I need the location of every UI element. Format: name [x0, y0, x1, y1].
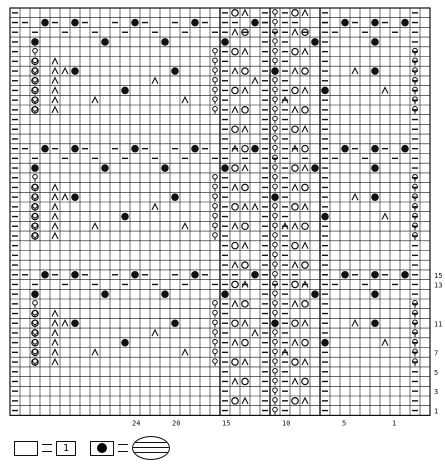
bobble-mark: [161, 164, 169, 172]
bobble-mark: [191, 145, 199, 153]
bobble-mark: [311, 38, 319, 46]
bobble-mark: [371, 67, 379, 75]
bobble-mark: [371, 19, 379, 27]
bobble-mark: [31, 290, 39, 298]
legend-equals-sign: [42, 444, 52, 452]
bobble-mark: [101, 38, 109, 46]
bobble-mark: [371, 319, 379, 327]
stitch-number-label: 10: [282, 419, 291, 428]
row-number-label: 11: [434, 320, 443, 329]
stitch-number-label: 15: [222, 419, 231, 428]
bobble-mark: [71, 145, 79, 153]
bobble-mark: [71, 271, 79, 279]
row-labels: [434, 272, 442, 416]
row-number-label: 7: [434, 349, 439, 358]
bobble-mark: [401, 271, 409, 279]
legend-knit: [14, 436, 76, 460]
row-number-label: 5: [434, 368, 439, 377]
bobble-mark: [161, 290, 169, 298]
row-number-label: 1: [434, 407, 439, 416]
bobble-mark: [131, 19, 139, 27]
bobble-mark: [191, 271, 199, 279]
bobble-mark: [171, 193, 179, 201]
bobble-mark: [41, 271, 49, 279]
bobble-mark: [171, 67, 179, 75]
bobble-mark: [311, 164, 319, 172]
bobble-mark: [31, 38, 39, 46]
bobble-mark: [121, 213, 129, 221]
row-number-label: 15: [434, 271, 443, 280]
legend-bobble: [90, 436, 170, 460]
bobble-mark: [341, 19, 349, 27]
bobble-cell-icon: [90, 441, 114, 456]
bobble-mark: [31, 164, 39, 172]
bobble-mark: [341, 271, 349, 279]
bobble-mark: [251, 271, 259, 279]
legend-empty-cell: [14, 441, 38, 456]
bobble-mark: [371, 193, 379, 201]
row-number-label: 3: [434, 388, 439, 397]
bobble-mark: [121, 339, 129, 347]
bobble-mark: [71, 19, 79, 27]
bobble-mark: [71, 193, 79, 201]
stitch-number-label: 20: [172, 419, 181, 428]
stitch-number-label: 1: [392, 419, 397, 428]
bobble-mark: [251, 19, 259, 27]
bobble-mark: [121, 87, 129, 95]
bobble-mark: [41, 19, 49, 27]
bobble-mark: [101, 290, 109, 298]
stitch-number-label: 24: [132, 419, 141, 428]
legend-equals-sign: [118, 444, 128, 452]
bobble-mark: [171, 319, 179, 327]
bobble-mark: [371, 145, 379, 153]
bobble-mark: [401, 19, 409, 27]
bobble-mark: [191, 19, 199, 27]
bobble-mark: [131, 145, 139, 153]
row-number-label: 13: [434, 281, 443, 290]
bobble-mark: [401, 145, 409, 153]
stitch-labels: [132, 419, 396, 427]
bobble-mark: [251, 145, 259, 153]
bobble-mark: [371, 271, 379, 279]
bobble-mark: [341, 145, 349, 153]
bobble-mark: [371, 164, 379, 172]
bobble-mark: [41, 145, 49, 153]
bobble-mark: [371, 38, 379, 46]
bobble-mark: [101, 164, 109, 172]
bobble-mark: [161, 38, 169, 46]
legend-value: 1: [56, 441, 76, 456]
bobble-mark: [131, 271, 139, 279]
bobble-mark: [71, 67, 79, 75]
bobble-swatch-icon: [132, 436, 170, 460]
stitch-number-label: 5: [342, 419, 347, 428]
bobble-mark: [71, 319, 79, 327]
bobble-mark: [371, 290, 379, 298]
bobble-mark: [311, 290, 319, 298]
